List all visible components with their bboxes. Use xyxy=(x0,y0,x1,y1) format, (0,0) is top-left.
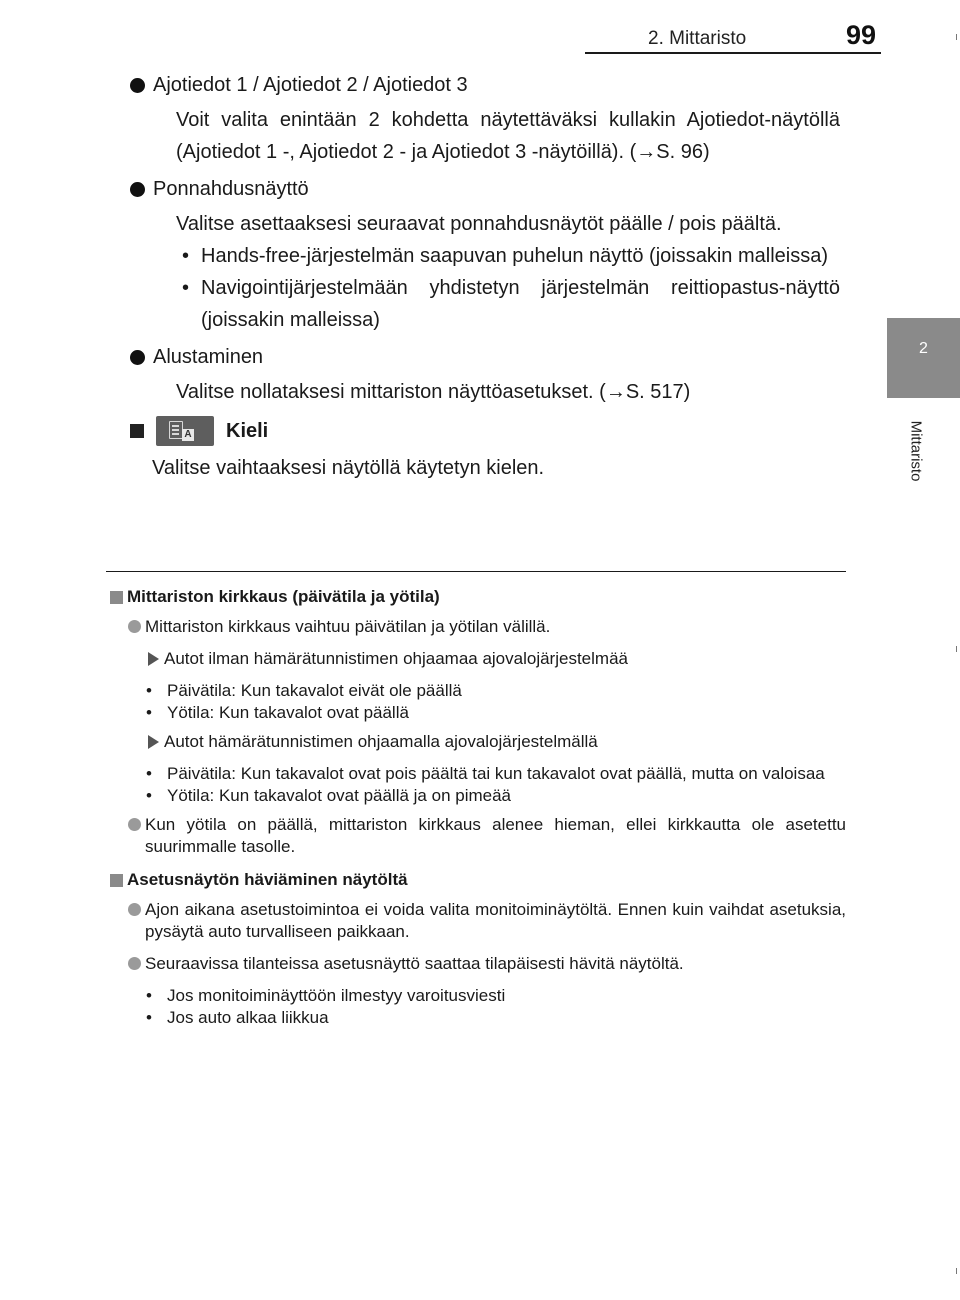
list-item-text: Yötila: Kun takavalot ovat päällä ja on pimeää xyxy=(167,786,512,805)
note-paragraph xyxy=(110,814,846,858)
case-heading-text: Autot ilman hämärätunnistimen ohjaamaa ajovalojärjestelmää xyxy=(164,649,628,668)
list-item-text: Päivätila: Kun takavalot eivät ole päällä xyxy=(167,681,462,700)
square-bullet-icon xyxy=(110,591,123,604)
edge-tick xyxy=(956,646,957,652)
header-rule xyxy=(585,52,881,54)
list-item: • Navigointijärjestelmään yhdistetyn järjestelmän reittiopastus-näyttö (joissakin malleissa) xyxy=(176,272,840,336)
bullet-dot-icon xyxy=(130,78,145,93)
note-paragraph-text: Mittariston kirkkaus vaihtuu päivätilan ja yötilan välillä. xyxy=(145,617,551,636)
alustaminen-heading xyxy=(128,342,840,372)
case-heading-text: Autot hämärätunnistimen ohjaamalla ajovalojärjestelmällä xyxy=(164,732,598,751)
list-item-text: Hands-free-järjestelmän saapuvan puhelun näyttö (joissakin malleissa) xyxy=(201,245,828,267)
ajotiedot-heading-text: Ajotiedot 1 / Ajotiedot 2 / Ajotiedot 3 xyxy=(153,74,468,96)
notes-section xyxy=(110,585,846,1029)
chapter-number: 2 xyxy=(919,340,928,357)
list-item-text: Navigointijärjestelmään yhdistetyn järjestelmän reittiopastus-näyttö (joissakin malleissa) xyxy=(201,277,840,331)
arrow-right-icon xyxy=(148,652,159,666)
list-item: • Päivätila: Kun takavalot ovat pois päältä tai kun takavalot ovat päällä, mutta on valoisaa xyxy=(110,763,846,785)
bullet-dot-icon xyxy=(130,182,145,197)
square-bullet-icon xyxy=(130,424,144,438)
list-item: • Yötila: Kun takavalot ovat päällä xyxy=(110,702,846,724)
chapter-label xyxy=(905,410,927,492)
ponnahdus-list xyxy=(128,240,840,336)
list-item: • Yötila: Kun takavalot ovat päällä ja on pimeää xyxy=(110,785,846,807)
language-settings-icon xyxy=(156,416,214,446)
ponnahdus-heading-text: Ponnahdusnäyttö xyxy=(153,178,309,200)
bullet-dot-icon xyxy=(128,903,141,916)
list-item: • Hands-free-järjestelmän saapuvan puhelun näyttö (joissakin malleissa) xyxy=(176,240,840,272)
note-heading-text: Mittariston kirkkaus (päivätila ja yötila) xyxy=(127,587,440,606)
bullet-dot-icon xyxy=(128,818,141,831)
list-item: • Jos monitoiminäyttöön ilmestyy varoitusviesti xyxy=(110,985,846,1007)
alustaminen-heading-text: Alustaminen xyxy=(153,346,264,368)
list-item-text: Päivätila: Kun takavalot ovat pois päältä tai kun takavalot ovat päällä, mutta on valoisaa xyxy=(167,764,825,783)
edge-tick xyxy=(956,1268,957,1274)
note-paragraph-text: Kun yötila on päällä, mittariston kirkkaus alenee hieman, ellei kirkkautta ole asetettu suurimmalle tasolle. xyxy=(145,815,846,856)
chapter-tab xyxy=(887,318,960,398)
square-bullet-icon xyxy=(110,874,123,887)
note-paragraph xyxy=(110,899,846,943)
kieli-heading-text: Kieli xyxy=(226,420,269,442)
case-heading xyxy=(110,731,846,753)
list-item: • Päivätila: Kun takavalot eivät ole päällä xyxy=(110,680,846,702)
list-item-text: Jos monitoiminäyttöön ilmestyy varoitusviesti xyxy=(167,986,506,1005)
ajotiedot-text: Voit valita enintään 2 kohdetta näytettäväksi kullakin Ajotiedot-näytöllä (Ajotiedot 1 -, Ajotiedot 2 - ja Ajotiedot 3 -näytöillä). (→S. 96) xyxy=(176,109,840,163)
running-header-section: 2. Mittaristo xyxy=(648,28,747,49)
alustaminen-text: Valitse nollataksesi mittariston näyttöasetukset. (→S. 517) xyxy=(176,381,691,403)
ajotiedot-heading xyxy=(128,70,840,100)
kieli-text: Valitse vaihtaaksesi näytöllä käytetyn kielen. xyxy=(152,457,545,479)
ponnahdus-heading xyxy=(128,174,840,204)
page-number: 99 xyxy=(846,20,877,50)
list-item-text: Yötila: Kun takavalot ovat päällä xyxy=(167,703,409,722)
ponnahdus-text: Valitse asettaaksesi seuraavat ponnahdusnäytöt päälle / pois päältä. xyxy=(176,213,782,235)
edge-tick xyxy=(956,34,957,40)
chapter-label-text: Mittaristo xyxy=(907,420,925,482)
note-paragraph-text: Ajon aikana asetustoimintoa ei voida valita monitoiminäytöltä. Ennen kuin vaihdat asetuksia, pysäytä auto turvalliseen paikkaan. xyxy=(145,900,846,941)
kieli-heading xyxy=(128,414,840,448)
note-heading xyxy=(110,585,846,609)
list-item-text: Jos auto alkaa liikkua xyxy=(167,1008,329,1027)
arrow-right-icon xyxy=(148,735,159,749)
bullet-dot-icon xyxy=(128,620,141,633)
case-heading xyxy=(110,648,846,670)
bullet-dot-icon xyxy=(130,350,145,365)
note-heading xyxy=(110,868,846,892)
language-icon-letter: A xyxy=(182,429,194,441)
note-paragraph-text: Seuraavissa tilanteissa asetusnäyttö saattaa tilapäisesti hävitä näytöltä. xyxy=(145,954,684,973)
bullet-dot-icon xyxy=(128,957,141,970)
note-paragraph xyxy=(110,616,846,638)
section-divider xyxy=(106,571,846,572)
list-item: • Jos auto alkaa liikkua xyxy=(110,1007,846,1029)
note-heading-text: Asetusnäytön häviäminen näytöltä xyxy=(127,870,408,889)
note-paragraph xyxy=(110,953,846,975)
settings-description xyxy=(128,70,840,484)
